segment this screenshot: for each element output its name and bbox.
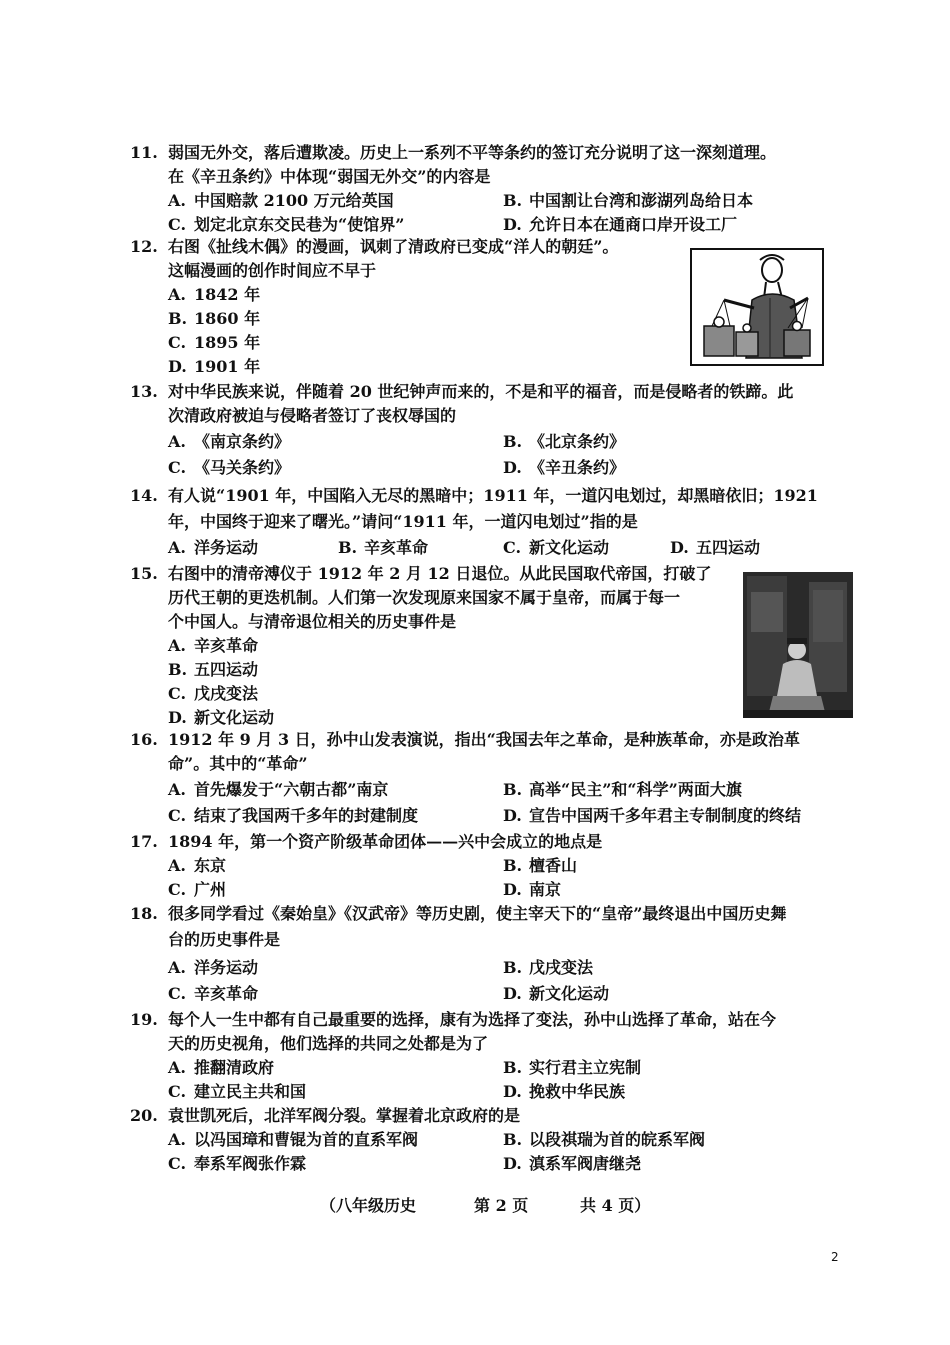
question-19 — [130, 1008, 850, 1104]
option-a: A. 洋务运动 — [168, 538, 259, 557]
question-number: 15. — [130, 564, 158, 583]
question-20 — [130, 1104, 850, 1176]
question-number: 13. — [130, 382, 158, 401]
option-a: A. 推翻清政府 — [168, 1058, 275, 1077]
question-number: 19. — [130, 1010, 158, 1029]
question-text: 个中国人。与清帝退位相关的历史事件是 — [168, 612, 457, 631]
question-text: 天的历史视角，他们选择的共同之处都是为了 — [168, 1034, 489, 1053]
option-c: C. 《马关条约》 — [168, 458, 291, 477]
option-b: B. 高举“民主”和“科学”两面大旗 — [503, 780, 742, 799]
option-d: D. 新文化运动 — [503, 984, 610, 1003]
option-b: B. 戊戌变法 — [503, 958, 594, 977]
option-c: C. 广州 — [168, 880, 227, 899]
option-a: A. 1842 年 — [168, 285, 261, 304]
option-a: A. 首先爆发于“六朝古都”南京 — [168, 780, 389, 799]
question-11 — [130, 141, 850, 237]
question-number: 20. — [130, 1106, 158, 1125]
question-text: 很多同学看过《秦始皇》《汉武帝》等历史剧，使主宰天下的“皇帝”最终退出中国历史舞 — [168, 904, 787, 923]
option-b: B. 《北京条约》 — [503, 432, 626, 451]
page-number: 2 — [831, 1250, 839, 1264]
footer-subject: （八年级历史 — [320, 1196, 417, 1215]
option-c: C. 建立民主共和国 — [168, 1082, 307, 1101]
option-c: C. 结束了我国两千多年的封建制度 — [168, 806, 419, 825]
question-text: 命”。其中的“革命” — [168, 754, 308, 773]
question-number: 17. — [130, 832, 158, 851]
option-d: D. 挽救中华民族 — [503, 1082, 626, 1101]
option-b: B. 实行君主立宪制 — [503, 1058, 642, 1077]
option-d: D. 五四运动 — [670, 538, 761, 557]
question-text: 右图中的清帝溥仪于 1912 年 2 月 12 日退位。从此民国取代帝国，打破了 — [168, 564, 712, 583]
question-number: 16. — [130, 730, 158, 749]
footer-total: 共 4 页） — [580, 1196, 651, 1215]
option-a: A. 以冯国璋和曹锟为首的直系军阀 — [168, 1130, 419, 1149]
option-b: B. 以段祺瑞为首的皖系军阀 — [503, 1130, 706, 1149]
question-15 — [130, 562, 850, 726]
question-number: 18. — [130, 904, 158, 923]
question-text: 弱国无外交，落后遭欺凌。历史上一系列不平等条约的签订充分说明了这一深刻道理。 — [168, 143, 777, 162]
option-c: C. 1895 年 — [168, 333, 261, 352]
question-text: 右图《扯线木偶》的漫画，讽刺了清政府已变成“洋人的朝廷”。 — [168, 237, 619, 256]
question-number: 12. — [130, 237, 158, 256]
option-a: A. 东京 — [168, 856, 227, 875]
question-text: 这幅漫画的创作时间应不早于 — [168, 261, 377, 280]
question-13 — [130, 380, 850, 476]
question-text: 对中华民族来说，伴随着 20 世纪钟声而来的，不是和平的福音，而是侵略者的铁蹄。此 — [168, 382, 794, 401]
question-number: 14. — [130, 486, 158, 505]
option-d: D. 新文化运动 — [168, 708, 275, 727]
option-c: C. 新文化运动 — [503, 538, 610, 557]
option-d: D. 宣告中国两千多年君主专制制度的终结 — [503, 806, 802, 825]
question-text: 历代王朝的更迭机制。人们第一次发现原来国家不属于皇帝，而属于每一 — [168, 588, 681, 607]
question-17 — [130, 830, 850, 902]
option-c: C. 戊戌变法 — [168, 684, 259, 703]
option-d: D. 滇系军阀唐继尧 — [503, 1154, 642, 1173]
option-b: B. 中国割让台湾和澎湖列岛给日本 — [503, 191, 754, 210]
question-text: 袁世凯死后，北洋军阀分裂。掌握着北京政府的是 — [168, 1106, 521, 1125]
option-a: A. 中国赔款 2100 万元给英国 — [168, 191, 394, 210]
question-text: 1894 年，第一个资产阶级革命团体——兴中会成立的地点是 — [168, 832, 603, 851]
question-text: 年，中国终于迎来了曙光。”请问“1911 年，一道闪电划过”指的是 — [168, 512, 638, 531]
option-c: C. 划定北京东交民巷为“使馆界” — [168, 215, 405, 234]
option-b: B. 檀香山 — [503, 856, 578, 875]
puppet-cartoon-image — [690, 248, 824, 366]
option-c: C. 辛亥革命 — [168, 984, 259, 1003]
question-text: 在《辛丑条约》中体现“弱国无外交”的内容是 — [168, 167, 491, 186]
option-b: B. 1860 年 — [168, 309, 261, 328]
question-number: 11. — [130, 143, 158, 162]
option-d: D. 允许日本在通商口岸开设工厂 — [503, 215, 738, 234]
option-b: B. 五四运动 — [168, 660, 259, 679]
option-c: C. 奉系军阀张作霖 — [168, 1154, 307, 1173]
option-a: A. 洋务运动 — [168, 958, 259, 977]
question-text: 每个人一生中都有自己最重要的选择，康有为选择了变法，孙中山选择了革命，站在今 — [168, 1010, 777, 1029]
option-a: A. 辛亥革命 — [168, 636, 259, 655]
question-text: 有人说“1901 年，中国陷入无尽的黑暗中；1911 年，一道闪电划过，却黑暗依旧；1921 — [168, 486, 818, 505]
option-a: A. 《南京条约》 — [168, 432, 291, 451]
footer-page: 第 2 页 — [474, 1196, 529, 1215]
question-text: 台的历史事件是 — [168, 930, 281, 949]
option-d: D. 《辛丑条约》 — [503, 458, 626, 477]
option-b: B. 辛亥革命 — [338, 538, 429, 557]
question-14 — [130, 484, 850, 560]
question-text: 1912 年 9 月 3 日，孙中山发表演说，指出“我国去年之革命，是种族革命，亦是政治革 — [168, 730, 800, 749]
puyi-photo-image — [743, 572, 853, 718]
option-d: D. 1901 年 — [168, 357, 261, 376]
option-d: D. 南京 — [503, 880, 562, 899]
question-text: 次清政府被迫与侵略者签订了丧权辱国的 — [168, 406, 457, 425]
question-18 — [130, 902, 850, 1002]
question-16 — [130, 728, 850, 828]
